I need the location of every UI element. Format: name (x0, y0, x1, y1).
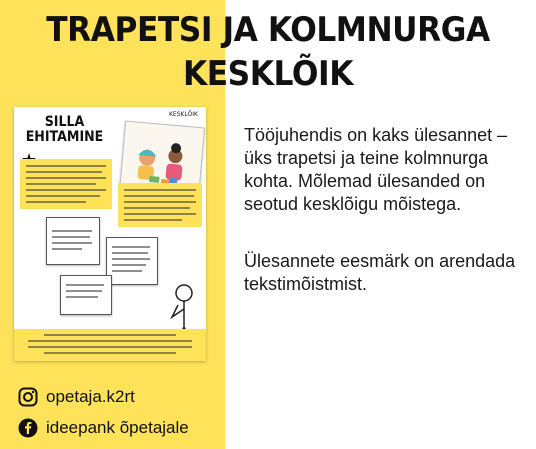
description-paragraph-1: Tööjuhendis on kaks ülesannet – üks trapetsi ja teine kolmnurga kohta. Mõlemad ülesanded on seotud kesklõigu mõistega. (244, 125, 508, 214)
description-paragraph-2: Ülesannete eesmärk on arendada tekstimõistmist. (244, 251, 516, 294)
facebook-link[interactable] (18, 418, 189, 438)
intro-text-block (20, 159, 112, 209)
task-text-block (118, 183, 202, 227)
facebook-page-name: ideepank õpetajale (46, 418, 189, 437)
page-title (21, 8, 514, 96)
worksheet-title: SILLA EHITAMINE (25, 114, 104, 145)
question-card-1 (46, 217, 100, 265)
worksheet-label: KESKLÕIK (168, 111, 198, 118)
title-line-1: TRAPETSI JA KOLMNURGA (46, 10, 490, 50)
worksheet-preview (14, 107, 206, 361)
footer-text-block (14, 329, 206, 361)
question-card-3 (60, 275, 112, 315)
instagram-link[interactable] (18, 387, 135, 407)
instagram-handle: opetaja.k2rt (46, 387, 135, 406)
title-line-2: KESKLÕIK (183, 54, 353, 94)
facebook-icon (18, 418, 38, 438)
instagram-icon (18, 387, 38, 407)
question-card-2 (106, 237, 158, 285)
